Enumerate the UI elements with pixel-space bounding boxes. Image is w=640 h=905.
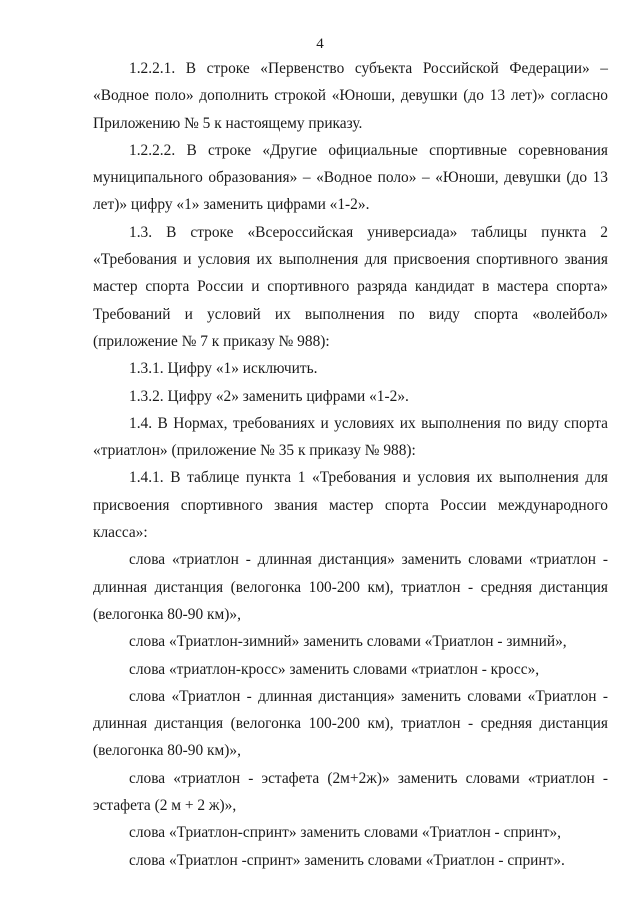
replacement-item: слова «Триатлон-спринт» заменить словами «Триатлон - спринт», bbox=[129, 824, 562, 842]
replacement-item: слова «триатлон - эстафета (2м+2ж)» заменить словами «триатлон - эстафета (2 м + 2 ж)», bbox=[93, 769, 608, 815]
paragraph-1-3-2: 1.3.2. Цифру «2» заменить цифрами «1-2». bbox=[129, 387, 409, 405]
paragraph-1-4: 1.4. В Нормах, требованиях и условиях их выполнения по виду спорта «триатлон» (приложение № 35 к приказу № 988): bbox=[93, 414, 608, 460]
document-body bbox=[93, 55, 608, 874]
paragraph-1-2-2-2: 1.2.2.2. В строке «Другие официальные спортивные соревнования муниципального образования» – «Водное поло» – «Юноши, девушки (до 13 лет)» цифру «1» заменить цифрами «1-2». bbox=[93, 141, 608, 214]
paragraph-1-3-1: 1.3.1. Цифру «1» исключить. bbox=[129, 360, 318, 378]
replacement-item: слова «триатлон - длинная дистанция» заменить словами «триатлон - длинная дистанция (велогонка 100-200 км), триатлон - средняя дистанция (велогонка 80-90 км)», bbox=[93, 551, 608, 623]
paragraph-1-3: 1.3. В строке «Всероссийская универсиада» таблицы пункта 2 «Требования и условия их выполнения для присвоения спортивного звания мастер спорта России и спортивного разряда кандидат в мастера спорта» Требований и условий их выполнения по виду спорта «волейбол» (приложение № 7 к приказу № 988): bbox=[93, 223, 608, 350]
paragraph-1-2-2-1: 1.2.2.1. В строке «Первенство субъекта Российской Федерации» – «Водное поло» дополнить строкой «Юноши, девушки (до 13 лет)» согласно Приложению № 5 к настоящему приказу. bbox=[93, 60, 608, 132]
page-number: 4 bbox=[316, 36, 324, 52]
paragraph-1-4-1: 1.4.1. В таблице пункта 1 «Требования и условия их выполнения для присвоения спортивного звания мастер спорта России международного класса»: bbox=[93, 469, 608, 542]
replacement-item: слова «Триатлон -спринт» заменить словами «Триатлон - спринт». bbox=[129, 851, 565, 869]
replacement-item: слова «Триатлон - длинная дистанция» заменить словами «Триатлон - длинная дистанция (велогонка 100-200 км), триатлон - средняя дистанция (велогонка 80-90 км)», bbox=[93, 687, 608, 760]
replacement-item: слова «Триатлон-зимний» заменить словами «Триатлон - зимний», bbox=[129, 633, 567, 651]
replacement-item: слова «триатлон-кросс» заменить словами «триатлон - кросс», bbox=[129, 660, 540, 678]
